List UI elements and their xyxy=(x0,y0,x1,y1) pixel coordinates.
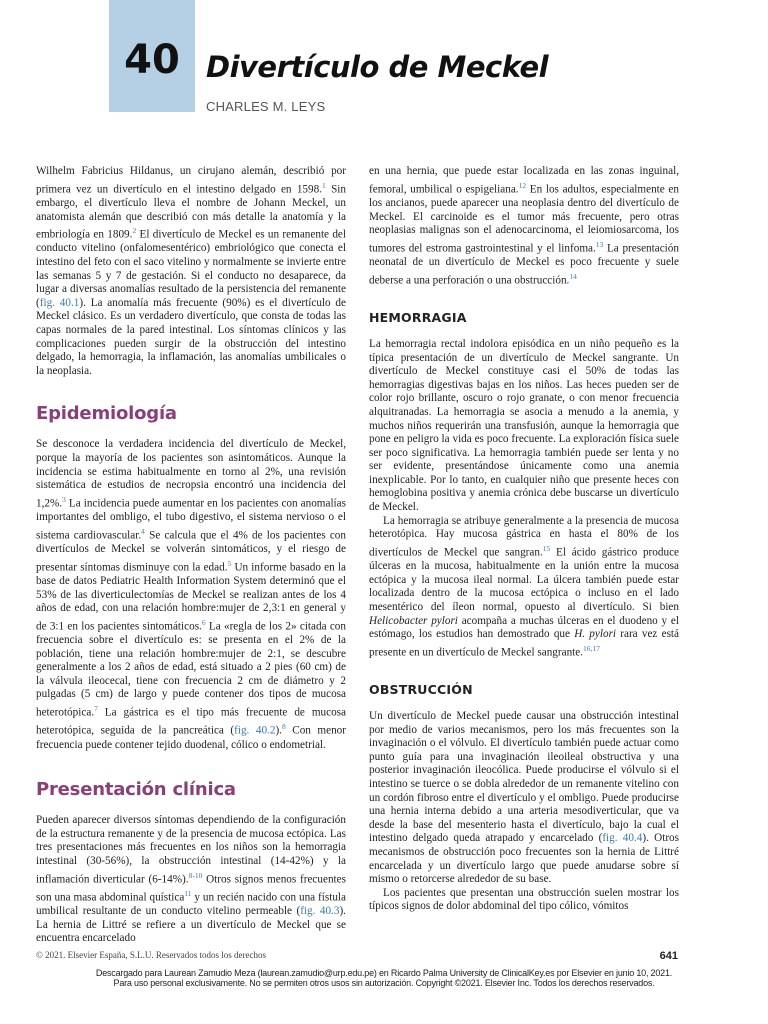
citation-superscript: 12 xyxy=(518,180,527,190)
citation-superscript: 13 xyxy=(595,239,604,249)
download-line-1: Descargado para Laurean Zamudio Meza (laurean.zamudio@urp.edu.pe) en Ricardo Palma University de ClinicalKey.es por Elsevier en junio 10, 2021. xyxy=(95,968,673,978)
left-column xyxy=(36,165,346,946)
citation-superscript: 16,17 xyxy=(583,643,600,653)
citation-superscript: 4 xyxy=(141,526,145,536)
text-run: Un informe basado en la base de datos Pediatric Health Information System determinó que el 53% de las diverticulectomías de Meckel se realizan antes de los 4 años de edad, con una relación hombre:mujer de 2,3:1 en general y de 3:1 en los pacientes sintomáticos. xyxy=(36,561,346,633)
text-run: La presentación neonatal de un divertículo de Meckel es poco frecuente y suele deberse a una perforación o una obstrucción. xyxy=(369,242,679,287)
page-number: 641 xyxy=(659,950,678,962)
chapter-author: CHARLES M. LEYS xyxy=(206,99,326,114)
section-heading-epidemiologia: Epidemiología xyxy=(36,403,177,425)
presentacion-paragraph xyxy=(36,814,346,946)
figure-reference-link[interactable]: fig. 40.4 xyxy=(602,832,643,845)
citation-superscript: 15 xyxy=(542,543,551,553)
text-run: El ácido gástrico produce úlceras en la mucosa, habitualmente en la unión entre la mucosa ectópica y la mucosa ileal normal. La úlcera también puede estar localizada dentro de la mucosa ectópica o incluso en el lado mesentérico del íleon normal, opuesto al divertículo. Si bien xyxy=(369,546,679,613)
section-heading-presentacion: Presentación clínica xyxy=(36,779,236,801)
citation-superscript: 11 xyxy=(184,888,192,898)
hemorragia-paragraph-1 xyxy=(369,338,679,515)
download-notice xyxy=(0,968,768,988)
italic-term: Helicobacter pylori xyxy=(369,614,458,627)
text-run: La incidencia puede aumentar en los pacientes con anomalías importantes del ombligo, el tubo digestivo, el sistema nervioso o el sistema cardiovascular. xyxy=(36,497,346,542)
citation-superscript: 14 xyxy=(569,271,577,281)
obstruccion-paragraph-1 xyxy=(369,710,679,887)
text-run: Se calcula que el 4% de los pacientes con divertículos de Meckel se volverán sintomáticos, y el riesgo de presentar síntomas disminuye con la edad. xyxy=(36,529,346,574)
citation-superscript: 1 xyxy=(322,180,326,190)
text-run: Wilhelm Fabricius Hildanus, un cirujano alemán, describió por primera vez un divertículo en el intestino delgado en 1598. xyxy=(36,165,346,196)
epidemiologia-paragraph xyxy=(36,438,346,752)
subsection-heading-obstruccion: OBSTRUCCIÓN xyxy=(369,682,473,698)
citation-superscript: 8 xyxy=(281,722,286,732)
citation-superscript: 6 xyxy=(201,617,206,627)
hemorragia-paragraph-2 xyxy=(369,515,679,660)
figure-reference-link[interactable]: fig. 40.2 xyxy=(234,725,276,738)
figure-reference-link[interactable]: fig. 40.1 xyxy=(39,296,80,309)
italic-term: H. pylori xyxy=(574,628,617,641)
text-run: La hemorragia rectal indolora episódica en un niño pequeño es la típica presentación de un divertículo de Meckel sangrante. Un divertículo de Meckel constituye casi el 50% de todas las hemorragias digestivas bajas en los niños. Las heces pueden ser de color rojo brillante, oscuro o rojo granate, o con menor frecuencia alquitranadas. La hemorragia se asocia a menudo a la anemia, y muchos niños requerirán una transfusión, aunque la hemorragia que pone en peligro la vida es poco frecuente. La exploración física suele ser poco significativa. La hemorragia también puede ser lenta y no ser evidente, presentándose únicamente como una anemia inexplicable. Por lo tanto, en cualquier niño que presente heces con hemoglobina positiva y anemia crónica debe buscarse un divertículo de Meckel. xyxy=(369,337,679,514)
chapter-number: 40 xyxy=(124,37,180,83)
text-run: ). Otros mecanismos de obstrucción poco frecuentes son la hernia de Littré encarcelada y un divertículo largo que puede anudarse sobre sí mismo o retorcerse alrededor de su base. xyxy=(369,832,679,886)
right-column xyxy=(369,165,679,914)
text-run: La hemorragia se atribuye generalmente a la presencia de mucosa heterotópica. Hay mucosa gástrica en hasta el 80% de los divertículos de Meckel que sangran. xyxy=(369,514,679,559)
chapter-number-box xyxy=(109,0,195,112)
intro-paragraph xyxy=(36,165,346,378)
citation-superscript: 8-10 xyxy=(188,870,203,880)
text-run: La gástrica es el tipo más frecuente de mucosa heterotópica, seguida de la pancreática ( xyxy=(36,706,346,738)
text-run: ). xyxy=(275,725,282,738)
text-run: Se desconoce la verdadera incidencia del divertículo de Meckel, porque la mayoría de los pacientes son asintomáticos. Aunque la incidencia se estima habitualmente en torno al 2%, una revisión sistemática de estudios de necropsia encontró una incidencia del 1,2%. xyxy=(36,438,346,510)
obstruccion-paragraph-2 xyxy=(369,887,679,914)
text-run: Pueden aparecer diversos síntomas dependiendo de la configuración de la estructura remanente y de la presencia de mucosa ectópica. Las tres presentaciones más frecuentes en los niños son la hemorragia intestinal (30-56%), la obstrucción intestinal (14-42%) y la inflamación diverticular (6-14%). xyxy=(36,814,346,886)
subsection-heading-hemorragia: HEMORRAGIA xyxy=(369,309,467,325)
citation-superscript: 7 xyxy=(94,704,98,713)
text-run: Un divertículo de Meckel puede causar una obstrucción intestinal por medio de varios mecanismos, pero los más frecuentes son la invaginación o el vólvulo. El divertículo también puede actuar como punto guía para una invaginación ileoileal obstructiva y una posterior invaginación ileocólica. Puede producirse el vólvulo si el intestino se tuerce o se dobla alrededor de un remanente vitelino con un cordón fibroso entre el divertículo y el ombligo. Puede producirse una hernia interna debido a una arteria mesodiverticular, que va desde la base del mesenterio hasta el divertículo, bajo la cual el intestino delgado queda atrapado y encarcelado ( xyxy=(369,710,679,845)
figure-reference-link[interactable]: fig. 40.3 xyxy=(300,905,340,918)
text-run: El divertículo de Meckel es un remanente del conducto vitelino (onfalomesentérico) embriológico que conecta el intestino del feto con el saco vitelino y normalmente se invierte entre las semanas 5 y 7 de gestación. Si el conducto no desaparece, da lugar a diversas anomalías resultado de la persistencia del remanente ( xyxy=(36,228,346,309)
citation-superscript: 5 xyxy=(227,558,232,568)
text-run: acompaña a muchas úlceras en el duodeno y el estómago, los estudios han demostrado que xyxy=(369,614,680,641)
text-run: ). La anomalía más frecuente (90%) es el divertículo de Meckel clásico. Es un verdadero divertículo, que consta de todas las capas normales de la pared intestinal. Los síntomas clínicos y las complicaciones pueden surgir de la obstrucción del intestino delgado, la hemorragia, la inflamación, las anomalías umbilicales o la neoplasia. xyxy=(36,296,346,377)
text-run: La «regla de los 2» citada con frecuencia sobre el divertículo es: se presenta en el 2% de la población, tiene una relación hombre:mujer de 2:1, se descubre generalmente a los 2 años de edad, está situado a 2 pies (60 cm) de la válvula ileocecal, tiene con frecuencia 2 cm de diámetro y 2 pulgadas (5 cm) de largo y puede contener dos tipos de mucosa heterotópica. xyxy=(36,620,346,719)
copyright-notice: © 2021. Elsevier España, S.L.U. Reservados todos los derechos xyxy=(36,950,267,960)
text-run: Con menor frecuencia puede contener tejido duodenal, cólico o endometrial. xyxy=(36,725,346,751)
citation-superscript: 3 xyxy=(62,494,66,504)
chapter-title: Divertículo de Meckel xyxy=(206,50,549,84)
text-run: Sin embargo, el divertículo lleva el nombre de Johann Meckel, un anatomista alemán que describió con más detalle la anatomía y la embriología en 1809. xyxy=(36,183,346,241)
citation-superscript: 2 xyxy=(132,226,137,236)
text-run: en una hernia, que puede estar localizada en las zonas inguinal, femoral, umbilical o espigeliana. xyxy=(369,165,679,196)
text-run: rara vez está presente en un divertículo de Meckel sangrante. xyxy=(369,628,679,659)
text-run: ). La hernia de Littré se refiere a un divertículo de Meckel que se encuentra encarcelado xyxy=(36,905,346,945)
download-line-2: Para uso personal exclusivamente. No se permiten otros usos sin autorización. Copyright ©2021. Elsevier Inc. Todos los derechos reservados. xyxy=(113,978,655,988)
text-run: Otros signos menos frecuentes son una masa abdominal quística xyxy=(36,873,346,904)
text-run: Los pacientes que presentan una obstrucción suelen mostrar los típicos signos de dolor abdominal del tipo cólico, vómitos xyxy=(369,886,679,913)
continuation-paragraph xyxy=(369,165,679,288)
text-run: y un recién nacido con una fístula umbilical resultante de un conducto vitelino permeable ( xyxy=(36,891,347,918)
text-run: En los adultos, especialmente en los ancianos, puede aparecer una neoplasia dentro del divertículo de Meckel. El carcinoide es el tumor más frecuente, pero otras neoplasias malignas son el adenocarcinoma, el leiomiosarcoma, los tumores del estroma gastrointestinal y el linfoma. xyxy=(369,183,679,255)
